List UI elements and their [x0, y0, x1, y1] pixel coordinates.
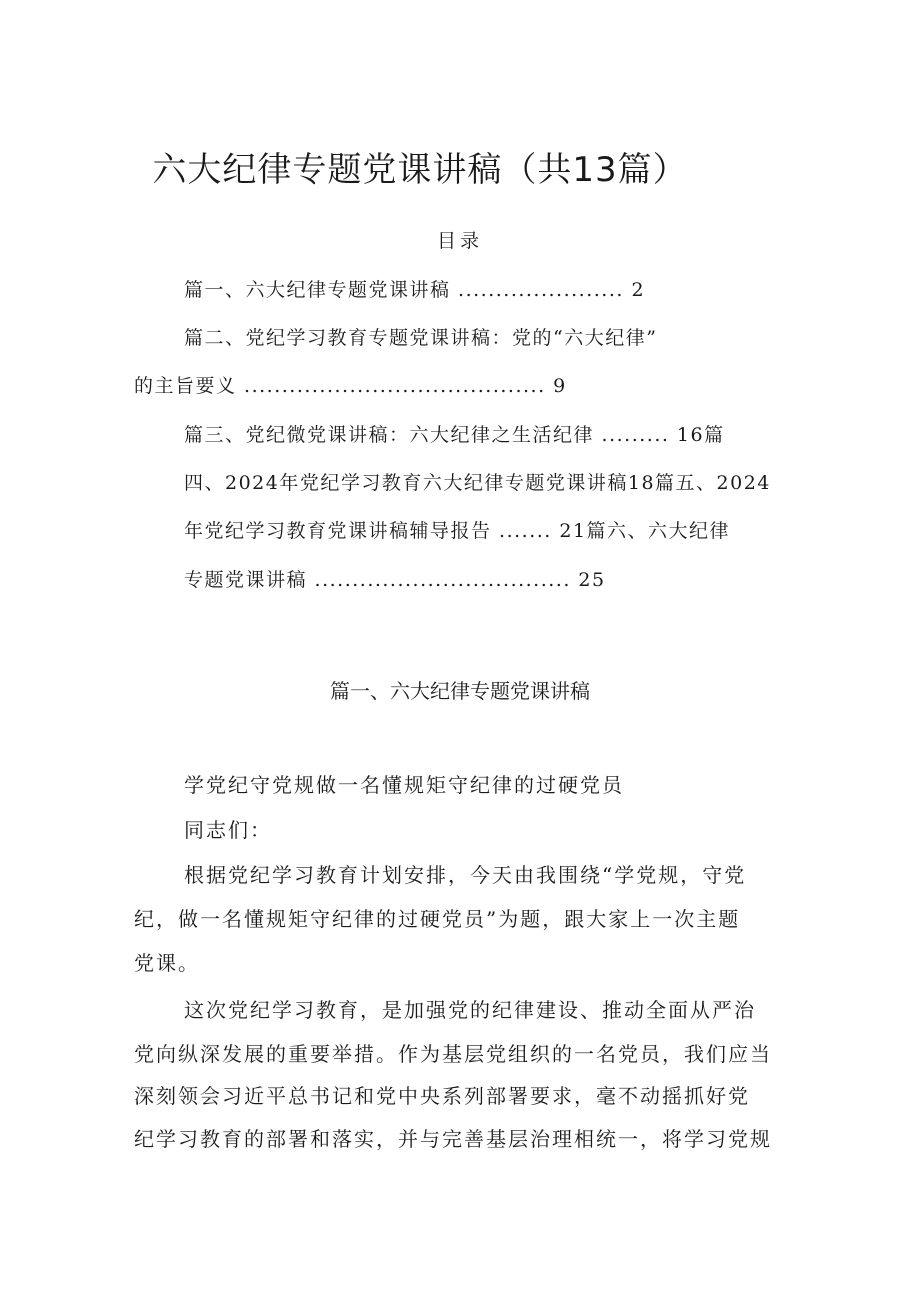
paragraph-line: 这次党纪学习教育，是加强党的纪律建设、推动全面从严治 [184, 998, 756, 1022]
speech-title: 学党纪守党规做一名懂规矩守纪律的过硬党员 [184, 773, 624, 797]
paragraph-line: 根据党纪学习教育计划安排，今天由我围绕“学党规，守党 [184, 863, 747, 887]
toc-entry[interactable]: 专题党课讲稿 .................................. 25 [184, 569, 606, 591]
section-title: 篇一、六大纪律专题党课讲稿 [330, 679, 590, 703]
paragraph-line: 深刻领会习近平总书记和党中央系列部署要求，毫不动摇抓好党 [134, 1084, 750, 1108]
toc-entry[interactable]: 年党纪学习教育党课讲稿辅导报告 ....... 21篇六、六大纪律 [184, 520, 731, 542]
paragraph-line: 党课。 [134, 951, 200, 975]
salutation: 同志们： [184, 818, 272, 842]
paragraph-line: 党向纵深发展的重要举措。作为基层党组织的一名党员，我们应当 [134, 1042, 772, 1066]
toc-entry[interactable]: 四、2024年党纪学习教育六大纪律专题党课讲稿18篇五、2024 [184, 472, 771, 494]
toc-heading: 目录 [436, 230, 483, 252]
toc-entry-continuation[interactable]: 的主旨要义 ........................................ 9 [134, 375, 567, 397]
toc-entry[interactable]: 篇二、党纪学习教育专题党课讲稿：党的“六大纪律” [184, 327, 658, 349]
paragraph-line: 纪学习教育的部署和落实，并与完善基层治理相统一，将学习党规 [134, 1127, 772, 1151]
toc-entry[interactable]: 篇一、六大纪律专题党课讲稿 ...................... 2 [184, 279, 646, 301]
paragraph-line: 纪，做一名懂规矩守纪律的过硬党员”为题，跟大家上一次主题 [134, 907, 741, 931]
toc-entry[interactable]: 篇三、党纪微党课讲稿：六大纪律之生活纪律 ......... 16篇 [184, 424, 725, 446]
document-title: 六大纪律专题党课讲稿（共13篇） [152, 150, 688, 190]
